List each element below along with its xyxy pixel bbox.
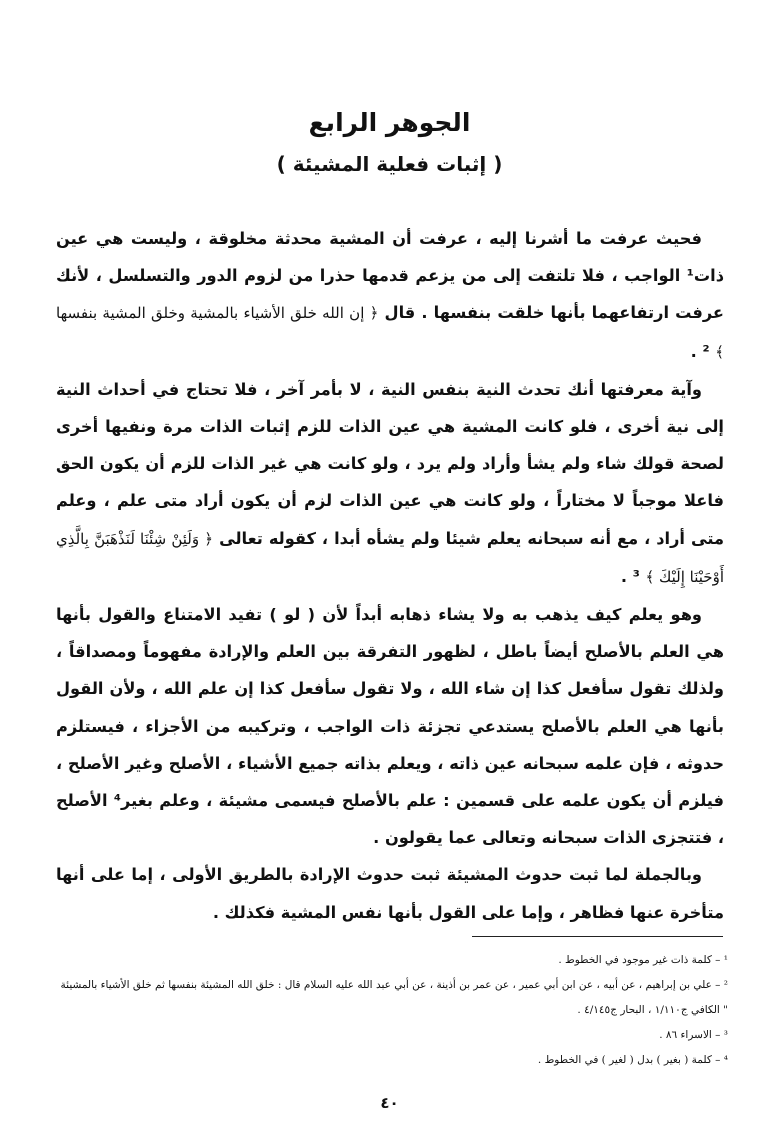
quran-verse: ﴿ وَلَئِنْ شِئْنَا لَنَذْهَبَنَّ بِالَّذِي أَوْحَيْنَا إِلَيْكَ ﴾ [56, 529, 724, 586]
main-text [56, 220, 724, 931]
paragraph-4-text: وبالجملة لما ثبت حدوث المشيئة ثبت حدوث الإرادة بالطريق الأولى ، إما على أنها متأخرة عنها فظاهر ، وإما على القول بأنها نفس المشية فكذلك . [56, 865, 724, 922]
paragraph-1-text: فحيث عرفت ما أشرنا إليه ، عرفت أن المشية محدثة مخلوقة ، وليست هي عين ذات¹ الواجب ، فلا تلتفت إلى من يزعم قدمها حذرا من لزوم الدور والتسلسل ، لأنك عرفت ارتفاعهما بأنها خلقت بنفسها . قال [56, 229, 724, 323]
chapter-title: الجوهر الرابع [308, 108, 471, 137]
paragraph-1 [56, 220, 724, 371]
paragraph-2 [56, 371, 724, 596]
footnote-ref-2: ² . [690, 341, 710, 361]
footnote-1: ¹ – كلمة ذات غير موجود في الخطوط . [558, 954, 728, 966]
footnote-ref-3: ³ . [620, 566, 640, 586]
chapter-subtitle: ( إثبات فعلية المشيئة ) [276, 152, 503, 176]
paragraph-2-text: وآية معرفتها أنك تحدث النية بنفس النية ، لا بأمر آخر ، فلا تحتاج في أحداث النية إلى نية أخرى ، فلو كانت المشية هي عين الذات للزم إثبات الذات مرة ونفيها أخرى لصحة قولك شاء ولم يشأ وأراد ولم يرد ، ولو كانت هي غير الذات للزم أن يكون الحق فاعلا موجباً لا مختاراً ، ولو كانت هي عين الذات لزم أن يكون أراد متى علم ، وعلم متى أراد ، مع أنه سبحانه يعلم شيئا ولم يشأه أبدا ، كقوله تعالى [56, 379, 724, 548]
footnote-2: ² – علي بن إبراهيم ، عن أبيه ، عن ابن أبي عمير ، عن عمر بن أذينة ، عن أبي عبد الله عليه السلام قال : خلق الله المشيئة بنفسها ثم خلق الأشياء بالمشيئة " الكافي ج١/١١٠ ، البحار ج٤/١٤٥ . [60, 979, 728, 1016]
footnote-4: ⁴ – كلمة ( بغير ) بدل ( لغير ) في الخطوط . [537, 1054, 728, 1066]
hadith-quote: ﴿ إن الله خلق الأشياء بالمشية وخلق المشية بنفسها ﴾ [56, 304, 724, 361]
footnote-3: ³ – الاسراء ٨٦ . [659, 1029, 728, 1041]
paragraph-4 [56, 856, 724, 930]
footnotes [56, 948, 728, 1073]
page-number: ٤٠ [380, 1094, 399, 1112]
footnote-divider [472, 936, 723, 937]
paragraph-3 [56, 596, 724, 856]
paragraph-3-text: وهو يعلم كيف يذهب به ولا يشاء ذهابه أبداً لأن ( لو ) تفيد الامتناع والقول بأنها هي العلم بالأصلح أيضاً باطل ، لظهور التفرقة بين العلم والإرادة مفهوماً ومصداقاً ، ولذلك تقول سأفعل كذا إن شاء الله ، ولا تقول سأفعل كذا إن علم الله ، ولأن القول بأنها هي العلم بالأصلح يستدعي تجزئة ذات الواجب ، وتركيبه من الأجزاء ، فيستلزم حدوثه ، فإن علمه سبحانه عين ذاته ، ويعلم بذاته جميع الأشياء ، الأصلح وغير الأصلح ، فيلزم أن يكون علمه على قسمين : علم بالأصلح فيسمى مشيئة ، وعلم بغير⁴ الأصلح ، فتتجزى الذات سبحانه وتعالى عما يقولون . [56, 605, 725, 848]
